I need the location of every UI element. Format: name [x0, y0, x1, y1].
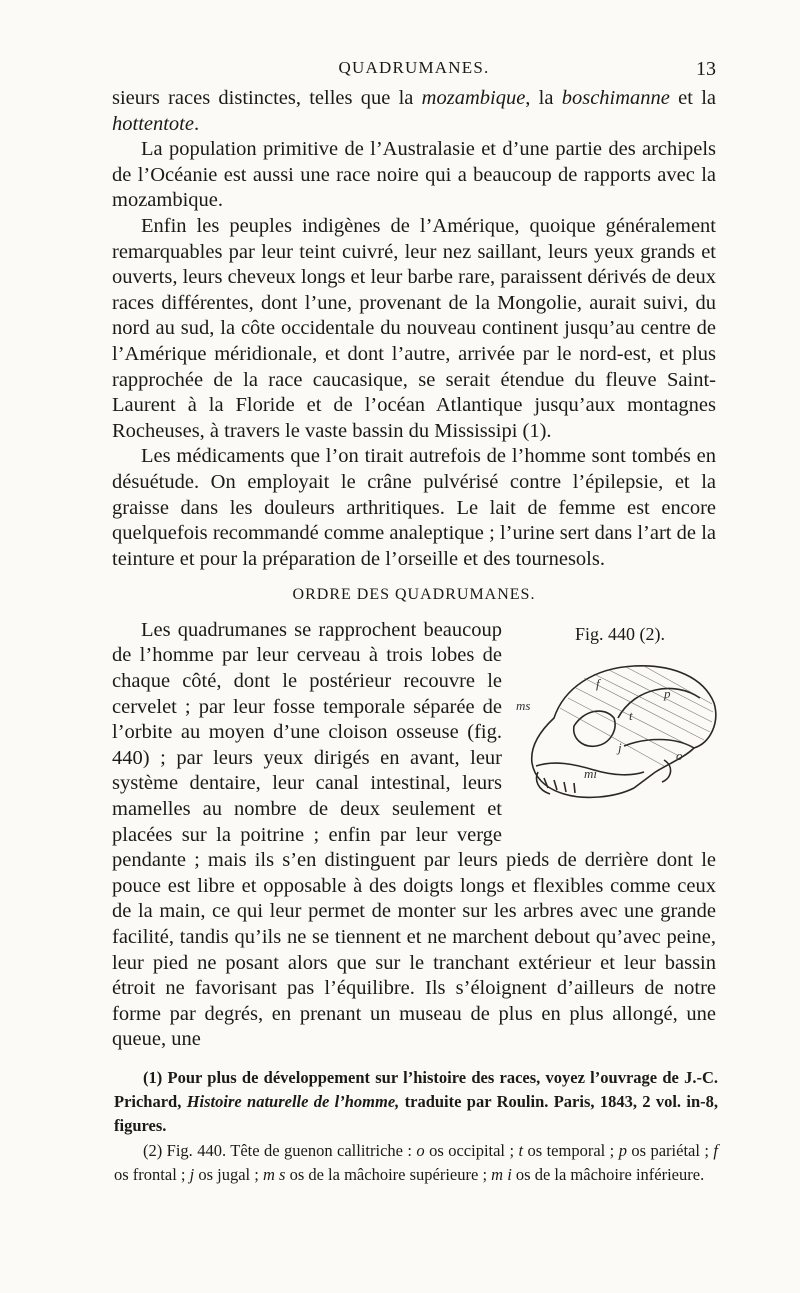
- figure-caption: Fig. 440 (2).: [575, 623, 665, 644]
- footnote-1: (1) Pour plus de développement sur l’histoire des races, voyez l’ouvrage de J.-C. Prichard, Histoire naturelle de l’homme, traduite par Roulin. Paris, 1843, 2 vol. in-8, figures.: [114, 1068, 719, 1136]
- paragraph-continued: sieurs races distinctes, telles que la mozambique, la boschimanne et la hottentote.: [112, 87, 716, 135]
- section-heading: ORDRE DES QUADRUMANES.: [292, 586, 536, 604]
- footnotes: [114, 1066, 718, 1187]
- figure-440: [514, 620, 720, 825]
- label-p: p: [664, 685, 671, 701]
- footnote-2: (2) Fig. 440. Tête de guenon callitriche : o os occipital ; t os temporal ; p os pariétal ; f os frontal ; j os jugal ; m s os de la mâchoire supérieure ; m i os de la mâchoire inférieure.: [114, 1140, 718, 1184]
- running-head: [112, 58, 716, 84]
- paragraph-medicaments: Les médicaments que l’on tirait autrefois de l’homme sont tombés en désuétude. On employait le crâne pulvérisé contre l’épilepsie, et la graisse dans les douleurs arthritiques. Le lait de femme est encore quelquefois recommandé comme analeptique ; l’urine sert dans l’art de la teinture et pour la préparation de l’orseille et des tournesols.: [112, 445, 716, 570]
- label-mi: mi: [584, 765, 597, 781]
- page-number: 13: [696, 58, 716, 80]
- label-f: f: [596, 675, 600, 691]
- label-t: t: [629, 707, 633, 723]
- paragraph-quadrumanes: Fig. 440 (2). ms p f t o j mi Les quadrumanes se rapprochent beaucoup de l’homme par leur cerveau à trois lobes de chaque côté, dont le postérieur recouvre le cervelet ; par leur fosse temporale séparée de l’orbite au moyen d’une cloison osseuse (fig. 440) ; par leurs yeux dirigés en avant, leur système dentaire, leur canal intestinal, leurs mamelles au nombre de deux seulement et placées sur la poitrine ; enfin par leur verge pendante ; mais ils s’en distinguent par leurs pieds de derrière dont le pouce est libre et opposable à des doigts longs et flexibles comme ceux de la main, ce qui leur permet de monter sur les arbres avec une grande facilité, tandis qu’ils ne se tiennent et ne marchent debout qu’avec peine, leur pied ne posant alors que sur le tranchant extérieur et leur bassin étroit ne favorisant pas l’équilibre. Ils s’éloignent d’ailleurs de notre forme par degrés, en prenant un museau de plus en plus allongé, une queue, une: [112, 618, 716, 1053]
- body-text: [112, 86, 716, 1053]
- paragraph-australasie: La population primitive de l’Australasie et d’une partie des archipels de l’Océanie est aussi une race noire qui a beaucoup de rapports avec la mozambique.: [112, 138, 716, 212]
- running-head-title: QUADRUMANES.: [338, 58, 490, 77]
- label-j: j: [618, 739, 622, 755]
- label-ms: ms: [516, 697, 531, 713]
- paragraph-amerique: Enfin les peuples indigènes de l’Amérique, quoique généralement remarquables par leur teint cuivré, leur nez saillant, leurs yeux grands et ouverts, leurs cheveux longs et leur barbe rare, paraissent dérivés de deux races différentes, dont l’une, provenant de la Mongolie, aurait suivi, du nord au sud, la côte occidentale du nouveau continent jusqu’au centre de l’Amérique méridionale, et dont l’autre, arrivée par le nord-est, et plus rapprochée de la race caucasique, se serait étendue du fleuve Saint-Laurent à la Floride et de l’océan Atlantique jusqu’aux montagnes Rocheuses, à travers le vaste bassin du Mississipi (1).: [112, 214, 716, 442]
- monkey-skull-illustration: [514, 648, 720, 808]
- label-o: o: [676, 747, 683, 763]
